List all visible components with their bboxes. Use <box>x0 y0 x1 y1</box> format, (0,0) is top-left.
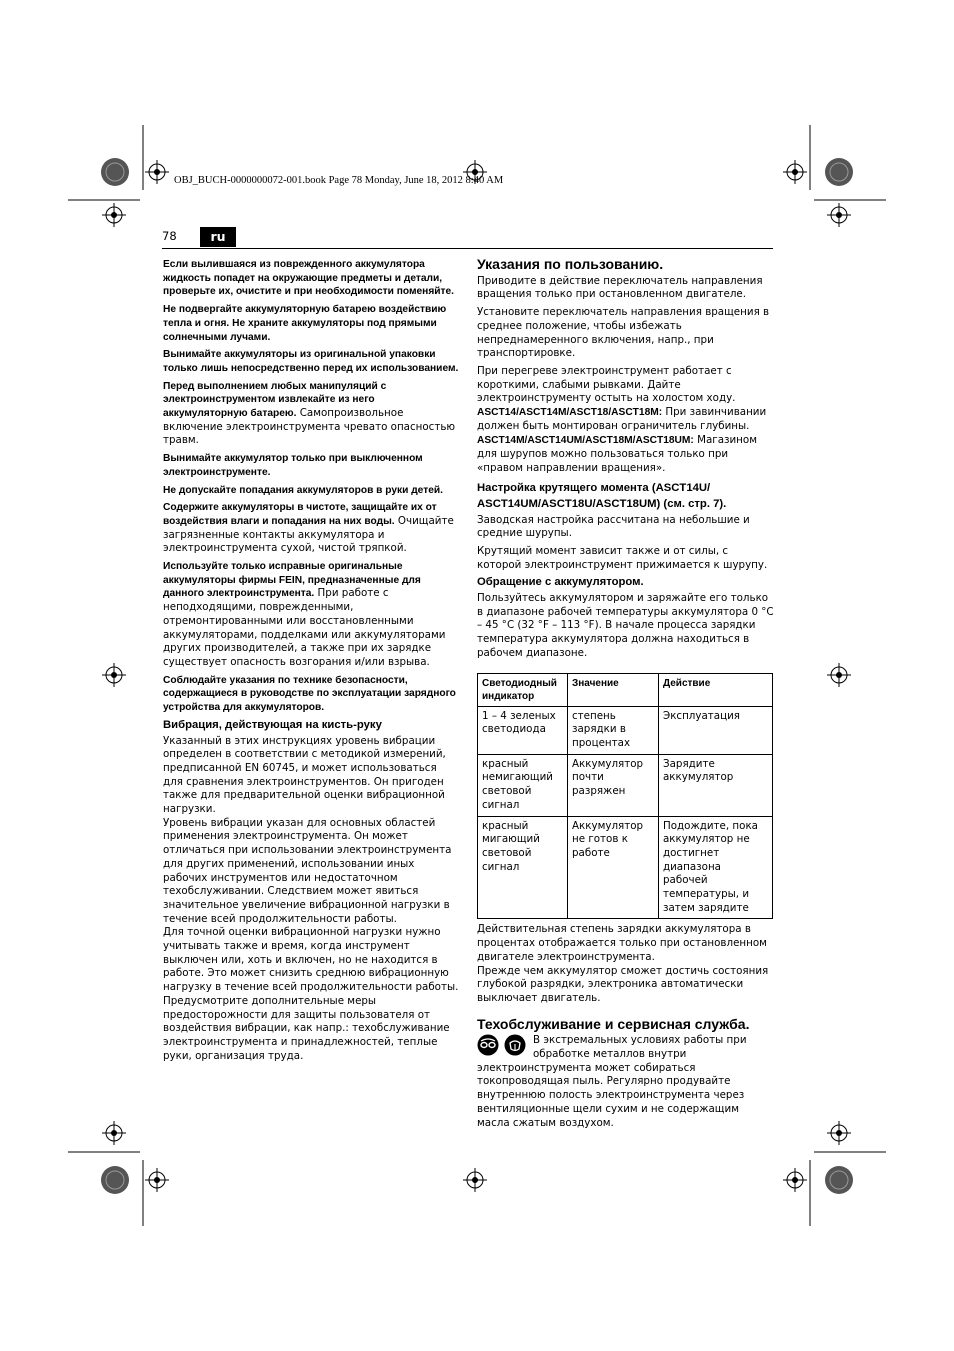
usage-heading: Указания по пользованию. <box>477 256 664 272</box>
table-cell: Аккумулятор не готов к работе <box>568 816 659 919</box>
table-header-cell: Значение <box>568 673 659 706</box>
service-p1: В экстремальных условиях работы при обработке металлов внутри электроинструмента может собираться токопроводящая пыль. Регулярно продувайте внутреннюю полость электроинструмента через вентиляционные щели сухим и не содержащим масла сжатым воздухом. <box>477 1034 747 1129</box>
usage-p4: ASCT14/ASCT14M/ASCT18/ASCT18M: При завинчивании должен быть монтирован ограничитель глубины. <box>477 406 767 432</box>
left-column <box>163 258 459 1063</box>
usage-p1: Приводите в действие переключатель направления вращения только при остановленном двигателе. <box>477 274 763 301</box>
service-icons <box>477 1034 529 1056</box>
safety-switched-off: Вынимайте аккумулятор только при выключенном электроинструменте. <box>163 453 423 478</box>
vibration-p2: Уровень вибрации указан для основных областей применения электроинструмента. Он может отличаться при использовании электроинструмента для других применений, использовании иных рабочих инструментов или недостаточном техобслуживании. Следствием может явиться значительное увеличение вибрационной нагрузки в течение всей продолжительности работы. <box>163 816 452 925</box>
table-row <box>478 816 773 919</box>
table-cell: красный немигающий световой сигнал <box>478 754 568 816</box>
torque-heading: Настройка крутящего момента (ASCT14U/ ASCT14UM/ASCT18U/ASCT18UM) (см. стр. 7). <box>477 481 727 510</box>
safety-heat: Не подвергайте аккумуляторную батарею воздействию тепла и огня. Не храните аккумуляторы под прямыми солнечными лучами. <box>163 304 447 343</box>
table-cell: Подождите, пока аккумулятор не достигнет диапазона рабочей температуры, и затем зарядите <box>659 816 773 919</box>
eye-protection-icon <box>477 1034 499 1056</box>
table-cell: Аккумулятор почти разряжен <box>568 754 659 816</box>
table-row <box>478 706 773 754</box>
battery-heading: Обращение с аккумулятором. <box>477 576 644 589</box>
right-column <box>477 258 774 1134</box>
page-number: 78 <box>162 229 177 243</box>
safety-charger: Соблюдайте указания по технике безопасности, содержащиеся в руководстве по эксплуатации зарядного устройства для аккумуляторов. <box>163 674 456 714</box>
safety-original-batteries: Используйте только исправные оригинальные аккумуляторы фирмы FEIN, предназначенные для данного электроинструмента. При работе с неподходящими, поврежденными, отремонтированными или восстановленными аккумуляторами, подделками или аккумуляторами других производителей, а также при их зарядке существует опасность возгорания и/или взрыва. <box>163 561 446 668</box>
table-cell: красный мигающий световой сигнал <box>478 816 568 919</box>
battery-p3: Прежде чем аккумулятор сможет достичь состояния глубокой разрядки, электроника автоматически выключает двигатель. <box>477 964 769 1004</box>
table-cell: Зарядите аккумулятор <box>659 754 773 816</box>
safety-children: Не допускайте попадания аккумуляторов в руки детей. <box>163 484 443 496</box>
vibration-heading: Вибрация, действующая на кисть-руку <box>163 718 382 731</box>
led-indicator-table <box>477 673 773 920</box>
header-rule <box>162 248 773 249</box>
torque-p1: Заводская настройка рассчитана на небольшие и средние шурупы. <box>477 513 750 540</box>
battery-p1: Пользуйтесь аккумулятором и заряжайте его только в диапазоне рабочей температуры аккумулятора 0 °C – 45 °C (32 °F – 113 °F). В начале процесса зарядки температура аккумулятора должна находиться в рабочем диапазоне. <box>477 592 774 659</box>
usage-p3: При перегреве электроинструмент работает с короткими, слабыми рывками. Дайте электроинструменту остыть на холостом ходу. <box>477 364 736 405</box>
respirator-icon <box>504 1034 526 1056</box>
table-row <box>478 754 773 816</box>
print-file-header: OBJ_BUCH-0000000072-001.book Page 78 Monday, June 18, 2012 8:40 AM <box>174 175 504 186</box>
safety-clean: Содержите аккумуляторы в чистоте, защищайте их от воздействия влаги и попадания на них воды. Очищайте загрязненные контакты аккумулятора и электроинструмента сухой, чистой тряпкой. <box>163 502 454 555</box>
table-cell: степень зарядки в процентах <box>568 706 659 754</box>
table-header-cell: Действие <box>659 673 773 706</box>
safety-leak: Если вылившаяся из поврежденного аккумулятора жидкость попадет на окружающие предметы и детали, проверьте их, очистите и при необходимости поменяйте. <box>163 259 455 298</box>
table-cell: Эксплуатация <box>659 706 773 754</box>
usage-p5: ASCT14M/ASCT14UM/ASCT18M/ASCT18UM: Магазином для шурупов можно пользоваться только при «правом направлении вращения». <box>477 434 757 474</box>
table-header-row <box>478 673 773 706</box>
torque-p2: Крутящий момент зависит также и от силы, с которой электроинструмент прижимается к шурупу. <box>477 544 768 571</box>
table-cell: 1 – 4 зеленых светодиода <box>478 706 568 754</box>
safety-remove-battery: Перед выполнением любых манипуляций с электроинструментом извлекайте из него аккумуляторную батарею. Самопроизвольное включение электроинструмента чревато опасностью травм. <box>163 380 456 447</box>
vibration-p3: Для точной оценки вибрационной нагрузки нужно учитывать также и время, когда инструмент выключен или, хоть и включен, но не находится в работе. Это может снизить среднюю вибрационную нагрузку в течение всей продолжительности работы. <box>163 926 459 994</box>
language-tag: ru <box>200 227 236 247</box>
vibration-p4: Предусмотрите дополнительные меры предосторожности для защиты пользователя от воздействия вибрации, как напр.: техобслуживание электроинструмента и принадлежностей, теплые руки, организация труда. <box>163 994 450 1062</box>
usage-p2: Установите переключатель направления вращения в среднее положение, чтобы избежать непреднамеренного включения, напр., при транспортировке. <box>477 306 770 360</box>
service-heading: Техобслуживание и сервисная служба. <box>477 1015 750 1032</box>
vibration-p1: Указанный в этих инструкциях уровень вибрации определен в соответствии с методикой измерений, предписанной EN 60745, и может использоваться для сравнения электроинструментов. Он пригоден также для предварительной оценки вибрационной нагрузки. <box>163 734 446 816</box>
safety-packaging: Вынимайте аккумуляторы из оригинальной упаковки только лишь непосредственно перед их использованием. <box>163 349 459 374</box>
battery-p2: Действительная степень зарядки аккумулятора в процентах отображается только при остановленном двигателе электроинструмента. <box>477 923 767 963</box>
table-header-cell: Светодиодный индикатор <box>478 673 568 706</box>
